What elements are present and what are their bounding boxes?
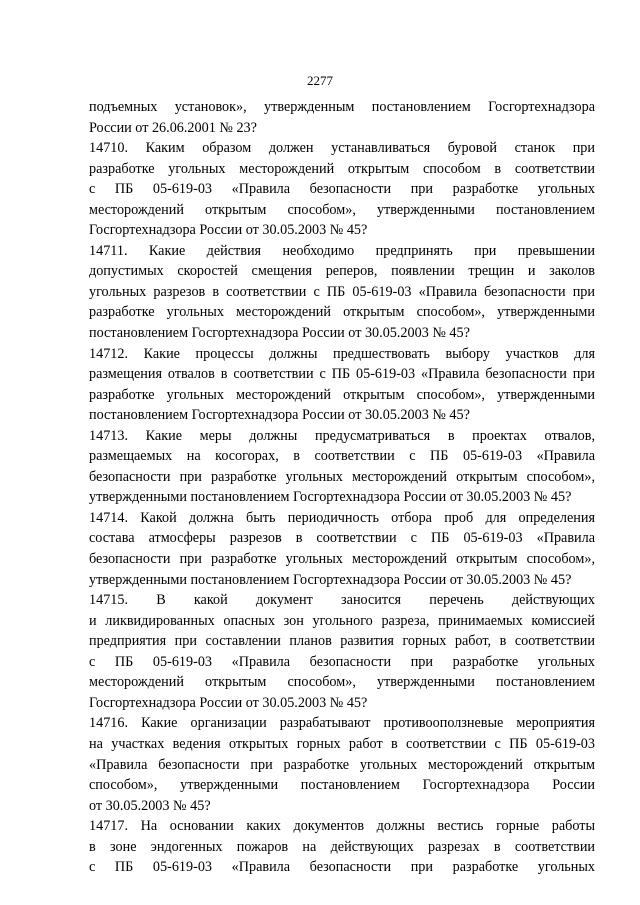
text-line: России от 26.06.2001 № 23? xyxy=(89,119,257,136)
text-line: от 30.05.2003 № 45? xyxy=(89,797,211,814)
text-line: безопасности при разработке угольных месторождений открытым способом», xyxy=(89,551,595,568)
text-line: утвержденными постановлением Госгортехнадзора России от 30.05.2003 № 45? xyxy=(89,571,572,588)
question-block xyxy=(89,590,595,713)
text-line: размещаемых на косогорах, в соответствии с ПБ 05-619-03 «Правила xyxy=(89,448,595,465)
text-line: с ПБ 05-619-03 «Правила безопасности при разработке угольных xyxy=(89,181,595,198)
question-first-line: 14716. Какие организации разрабатывают противооползневые мероприятия xyxy=(89,715,595,732)
text-line: месторождений открытым способом», утвержденными постановлением xyxy=(89,201,595,218)
text-line: месторождений открытым способом», утвержденными постановлением xyxy=(89,674,595,691)
question-block xyxy=(89,97,595,138)
question-block xyxy=(89,138,595,241)
text-line: и ликвидированных опасных зон угольного разреза, принимаемых комиссией xyxy=(89,612,595,629)
question-block xyxy=(89,344,595,426)
text-line: постановлением Госгортехнадзора России от 30.05.2003 № 45? xyxy=(89,407,470,424)
text-line: безопасности при разработке угольных месторождений открытым способом», xyxy=(89,468,595,485)
text-line: подъемных установок», утвержденным постановлением Госгортехнадзора xyxy=(89,99,595,115)
text-line: постановлением Госгортехнадзора России от 30.05.2003 № 45? xyxy=(89,325,470,342)
question-first-line: 14712. Какие процессы должны предшествовать выбору участков для xyxy=(89,345,595,362)
text-line: разработке угольных месторождений открытым способом», утвержденными xyxy=(89,304,595,321)
text-line: разработке угольных месторождений открытым способом», утвержденными xyxy=(89,386,595,403)
text-line: способом», утвержденными постановлением Госгортехнадзора России xyxy=(89,777,595,794)
text-line: Госгортехнадзора России от 30.05.2003 № 45? xyxy=(89,694,368,711)
question-first-line: 14711. Какие действия необходимо предпринять при превышении xyxy=(89,242,595,259)
text-line: утвержденными постановлением Госгортехнадзора России от 30.05.2003 № 45? xyxy=(89,489,572,506)
question-first-line: 14710. Каким образом должен устанавливаться буровой станок при xyxy=(89,140,595,157)
question-block xyxy=(89,816,595,878)
text-line: на участках ведения открытых горных работ в соответствии с ПБ 05-619-03 xyxy=(89,735,595,752)
text-line: «Правила безопасности при разработке угольных месторождений открытым xyxy=(89,756,595,773)
text-line: разработке угольных месторождений открытым способом в соответствии xyxy=(89,160,595,177)
text-line: допустимых скоростей смещения реперов, появлении трещин и заколов xyxy=(89,263,595,280)
question-block xyxy=(89,426,595,508)
document-body xyxy=(89,97,595,878)
text-line: угольных разрезов в соответствии с ПБ 05-619-03 «Правила безопасности при xyxy=(89,283,595,300)
text-line: в зоне эндогенных пожаров на действующих разрезах в соответствии xyxy=(89,838,595,855)
text-line: с ПБ 05-619-03 «Правила безопасности при разработке угольных xyxy=(89,859,595,876)
page-number: 2277 xyxy=(307,73,333,88)
text-line: состава атмосферы разрезов в соответствии с ПБ 05-619-03 «Правила xyxy=(89,530,595,547)
question-first-line: 14713. Какие меры должны предусматриваться в проектах отвалов, xyxy=(89,427,595,444)
text-line: предприятия при составлении планов развития горных работ, в соответствии xyxy=(89,633,595,650)
question-block xyxy=(89,508,595,590)
text-line: размещения отвалов в соответствии с ПБ 05-619-03 «Правила безопасности при xyxy=(89,366,595,383)
text-line: Госгортехнадзора России от 30.05.2003 № 45? xyxy=(89,222,368,239)
question-first-line: 14714. Какой должна быть периодичность отбора проб для определения xyxy=(89,509,595,526)
question-first-line: 14715. В какой документ заносится перечень действующих xyxy=(89,592,595,609)
question-block xyxy=(89,241,595,344)
text-line: с ПБ 05-619-03 «Правила безопасности при разработке угольных xyxy=(89,653,595,670)
question-block xyxy=(89,713,595,816)
question-first-line: 14717. На основании каких документов должны вестись горные работы xyxy=(89,818,595,835)
